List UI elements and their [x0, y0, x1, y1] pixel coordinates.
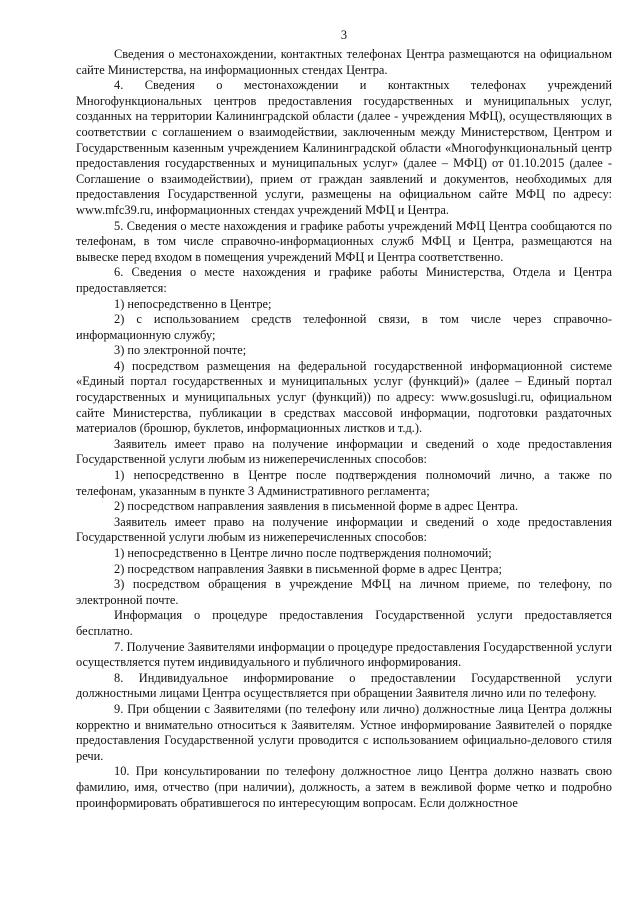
list-item: 2) с использованием средств телефонной связи, в том числе через справочно-информационную службу; [76, 312, 612, 342]
list-item: 3) посредством обращения в учреждение МФЦ на личном приеме, по телефону, по электронной почте. [76, 577, 612, 607]
paragraph: Информация о процедуре предоставления Государственной услуги предоставляется бесплатно. [76, 608, 612, 638]
paragraph: 4. Сведения о местонахождении и контактных телефонах учреждений Многофункциональных центров предоставления государственных и муниципальных услуг, созданных на территории Калининградской области (далее - учреждения МФЦ), осуществляющих в соответствии с соглашением о взаимодействии, заключенным между Министерством, Центром и Государственным казенным учреждением Калининградской области «Многофункциональный центр предоставления государственных и муниципальных услуг» (далее – МФЦ) от 01.10.2015 (далее - Соглашение о взаимодействии), прием от граждан заявлений и документов, необходимых для предоставления Государственной услуги, размещены на официальном сайте МФЦ по адресу: www.mfc39.ru, информационных стендах учреждений МФЦ и Центра. [76, 78, 612, 217]
paragraph: 9. При общении с Заявителями (по телефону или лично) должностные лица Центра должны корректно и внимательно относиться к Заявителям. Устное информирование Заявителей о порядке предоставления Государственной услуги проводится с использованием официально-делового стиля речи. [76, 701, 612, 763]
list-item: 1) непосредственно в Центре после подтверждения полномочий лично, а также по телефонам, указанным в пункте 3 Административного регламента; [76, 468, 612, 498]
paragraph: Сведения о местонахождении, контактных телефонах Центра размещаются на официальном сайте Министерства, на информационных стендах Центра. [76, 47, 612, 77]
list-item: 1) непосредственно в Центре лично после подтверждения полномочий; [114, 546, 492, 560]
page-number: 3 [340, 28, 348, 42]
list-item: 3) по электронной почте; [114, 343, 247, 358]
paragraph: Заявитель имеет право на получение информации и сведений о ходе предоставления Государственной услуги любым из нижеперечисленных способов: [76, 436, 612, 467]
paragraph: Заявитель имеет право на получение информации и сведений о ходе предоставления Государственной услуги любым из нижеперечисленных способов: [76, 514, 612, 545]
paragraph: 8. Индивидуальное информирование о предоставлении Государственной услуги должностными лицами Центра осуществляется при обращении Заявителя лично или по телефону. [76, 670, 612, 701]
paragraph: 6. Сведения о месте нахождения и графике работы Министерства, Отдела и Центра предоставляется: [76, 265, 612, 295]
paragraph: 5. Сведения о месте нахождения и графике работы учреждений МФЦ Центра сообщаются по телефонам, в том числе справочно-информационных служб МФЦ и Центра, размещаются на вывеске перед входом в помещения учреждений МФЦ и Центра соответственно. [76, 218, 612, 264]
paragraph: 10. При консультировании по телефону должностное лицо Центра должно назвать свою фамилию, имя, отчество (при наличии), должность, а затем в вежливой форме четко и подробно проинформировать обратившегося по интересующим вопросам. Если должностное [76, 764, 612, 810]
list-item: 1) непосредственно в Центре; [114, 296, 272, 311]
list-item: 2) посредством направления заявления в письменной форме в адрес Центра. [114, 499, 519, 514]
list-item: 2) посредством направления Заявки в письменной форме в адрес Центра; [114, 561, 502, 576]
document-body [76, 47, 612, 811]
paragraph: 7. Получение Заявителями информации о процедуре предоставления Государственной услуги осуществляется путем индивидуального и публичного информирования. [76, 639, 612, 670]
list-item: 4) посредством размещения на федеральной государственной информационной системе «Единый портал государственных и муниципальных услуг (функций)» (далее – Единый портал государственных и муниципальных услуг (функций)) по адресу: www.gosuslugi.ru, официальном сайте Министерства, публикации в средствах массовой информации, подготовки раздаточных материалов (брошюр, буклетов, информационных листков и т.д.). [76, 358, 612, 436]
